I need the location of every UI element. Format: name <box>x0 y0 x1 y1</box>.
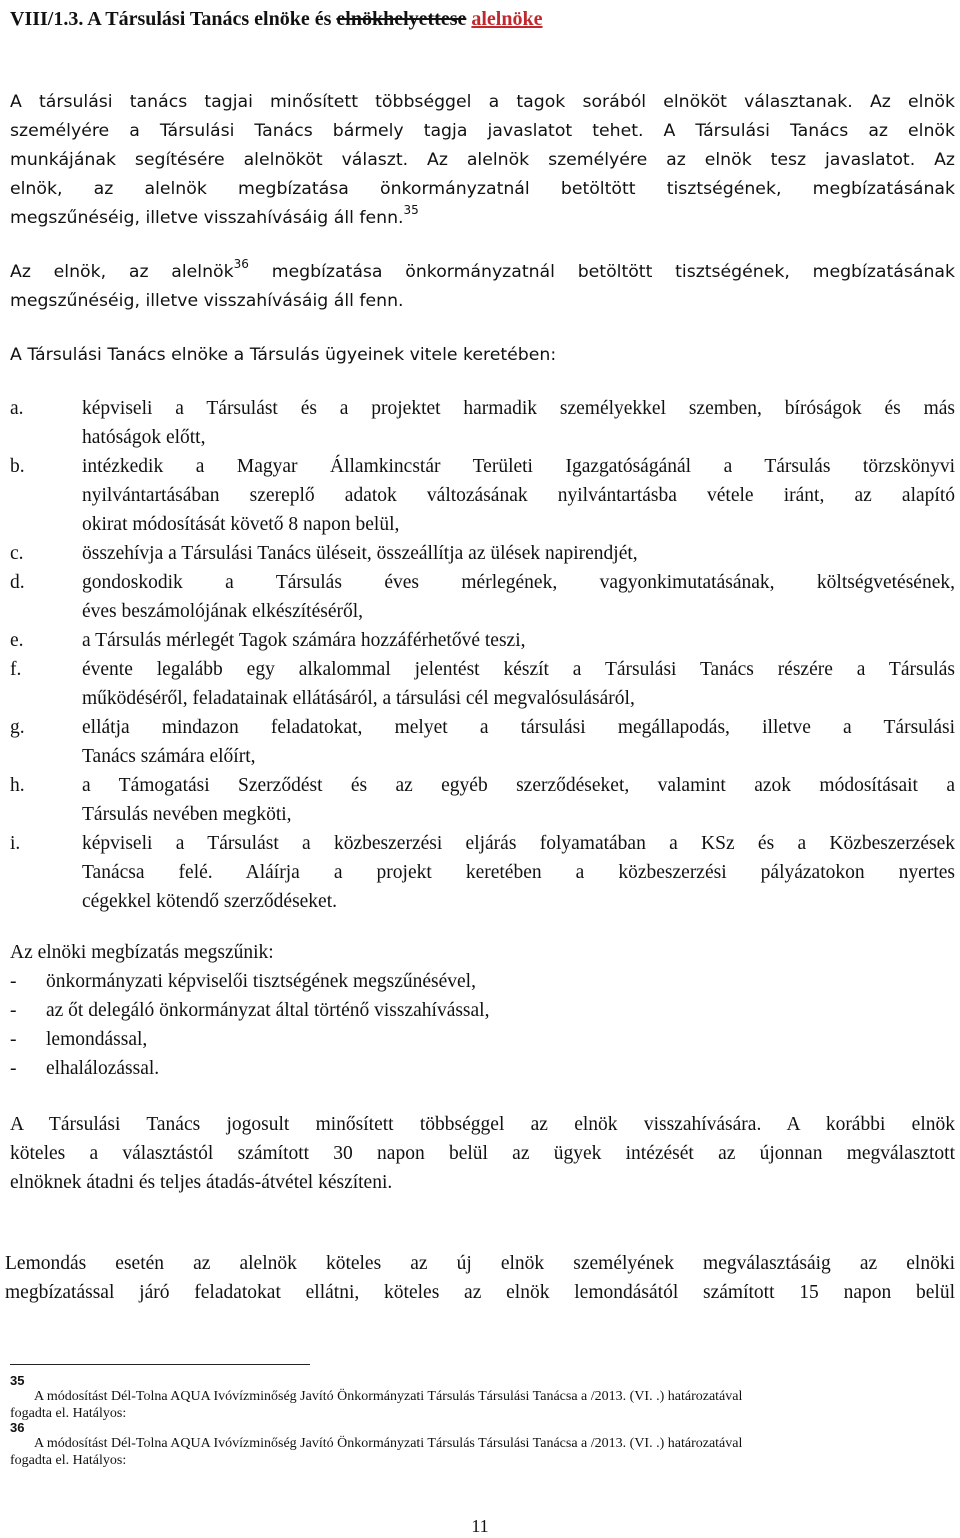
heading-struck-text: elnökhelyettese <box>336 8 467 30</box>
footnote-text: A módosítást Dél-Tolna AQUA Ivóvízminőség Javító Önkormányzati Társulás Társulási Tanácsa a /2013. (VI. .) határozatával <box>34 1436 743 1451</box>
duty-text: okirat módosítását követő 8 napon belül, <box>82 514 400 535</box>
resignation-line: Lemondás esetén az alelnök köteles az új elnök személyének megválasztásáig az elnöki <box>5 1253 955 1274</box>
duty-text: intézkedik a Magyar Államkincstár Területi Igazgatóságánál a Társulás törzskönyvi <box>82 456 955 477</box>
mandate-line-2: megszűnéséig, illetve visszahívásáig áll fenn. <box>10 291 404 311</box>
intro-last-line <box>10 204 955 233</box>
duty-text: működéséről, feladatainak ellátásáról, a társulási cél megvalósulásáról, <box>82 688 635 709</box>
duty-marker: c. <box>10 543 24 564</box>
resignation-paragraph <box>5 1249 955 1307</box>
duty-text: cégekkel kötendő szerződéseket. <box>82 891 338 912</box>
duty-text: gondoskodik a Társulás éves mérlegének, vagyonkimutatásának, költségvetésének, <box>82 572 955 593</box>
footnote-text: fogadta el. Hatályos: <box>10 1406 127 1421</box>
duty-text: a Társulás mérlegét Tagok számára hozzáférhetővé teszi, <box>82 630 526 651</box>
footnote-35 <box>10 1374 956 1422</box>
termination-item <box>10 1054 955 1083</box>
paragraph-mandate <box>10 258 955 316</box>
duty-marker: e. <box>10 630 24 651</box>
section-heading <box>10 6 543 32</box>
duty-text: képviseli a Társulást a közbeszerzési eljárás folyamatában a KSz és a Közbeszerzések <box>82 833 955 854</box>
termination-item <box>10 996 955 1025</box>
duty-text: nyilvántartásában szereplő adatok változásának nyilvántartásba vétele iránt, az alapító <box>82 485 955 506</box>
termination-item <box>10 967 955 996</box>
resignation-line: megbízatással járó feladatokat ellátni, köteles az elnök lemondásától számított 15 napon belül <box>5 1282 955 1303</box>
duty-text: Társulás nevében megköti, <box>82 804 292 825</box>
footnote-ref-36[interactable]: 36 <box>233 258 249 271</box>
duty-marker: f. <box>10 659 22 680</box>
intro-line: elnök, az alelnök megbízatása önkormányzatnál betöltött tisztségének, megbízatásának <box>10 179 955 199</box>
intro-line: megszűnéséig, illetve visszahívásáig áll fenn. <box>10 208 404 228</box>
duty-item <box>10 829 955 916</box>
duty-text: képviseli a Társulást és a projektet harmadik személyekkel szemben, bíróságok és más <box>82 398 955 419</box>
duty-item <box>10 452 955 539</box>
duty-item <box>10 771 955 829</box>
footnote-36 <box>10 1421 956 1469</box>
duty-item <box>10 655 955 713</box>
duty-text: a Támogatási Szerződést és az egyéb szerződéseket, valamint azok módosításait a <box>82 775 955 796</box>
footnote-number: 36 <box>10 1420 25 1435</box>
recall-paragraph <box>10 1110 955 1197</box>
duty-marker: d. <box>10 572 25 593</box>
termination-list <box>10 967 955 1083</box>
termination-text: lemondással, <box>46 1029 148 1050</box>
footnote-number: 35 <box>10 1373 25 1388</box>
duty-marker: i. <box>10 833 21 854</box>
duty-item <box>10 713 955 771</box>
page-number: 11 <box>471 1516 489 1536</box>
termination-text: önkormányzati képviselői tisztségének megszűnésével, <box>46 971 476 992</box>
footnote-divider <box>10 1364 310 1365</box>
termination-text: az őt delegáló önkormányzat által történő visszahívással, <box>46 1000 490 1021</box>
duty-text: éves beszámolójának elkészítéséről, <box>82 601 364 622</box>
duty-item <box>10 539 955 568</box>
dash-marker: - <box>10 971 17 992</box>
duty-marker: g. <box>10 717 25 738</box>
duty-marker: a. <box>10 398 24 419</box>
intro-line: A társulási tanács tagjai minősített többséggel a tagok sorából elnököt választanak. Az elnök <box>10 92 955 112</box>
duty-text: évente legalább egy alkalommal jelentést készít a Társulási Tanács részére a Társulás <box>82 659 955 680</box>
duties-intro: A Társulási Tanács elnöke a Társulás ügyeinek vitele keretében: <box>10 345 557 365</box>
footnote-text: fogadta el. Hatályos: <box>10 1453 127 1468</box>
intro-paragraph <box>10 88 955 233</box>
mandate-line-1: Az elnök, az alelnök$^{36}$ megbízatása önkormányzatnál betöltött tisztségének, megbízatásának <box>10 258 955 282</box>
footnote-text: A módosítást Dél-Tolna AQUA Ivóvízminőség Javító Önkormányzati Társulás Társulási Tanácsa a /2013. (VI. .) határozatával <box>34 1389 743 1404</box>
duty-marker: h. <box>10 775 25 796</box>
dash-marker: - <box>10 1000 17 1021</box>
recall-line: elnöknek átadni és teljes átadás-átvétel készíteni. <box>10 1172 393 1193</box>
intro-line: munkájának segítésére alelnököt választ. Az alelnök személyére az elnök tesz javaslatot. Az <box>10 150 955 170</box>
dash-marker: - <box>10 1058 17 1079</box>
duty-text: hatóságok előtt, <box>82 427 206 448</box>
termination-item <box>10 1025 955 1054</box>
heading-prefix: VIII/1.3. A Társulási Tanács elnöke és <box>10 8 337 30</box>
duty-text: összehívja a Társulási Tanács üléseit, összeállítja az ülések napirendjét, <box>82 543 638 564</box>
termination-text: elhalálozással. <box>46 1058 160 1079</box>
recall-line: A Társulási Tanács jogosult minősített többséggel az elnök visszahívására. A korábbi elnök <box>10 1114 955 1135</box>
duty-text: Tanács számára előírt, <box>82 746 256 767</box>
recall-line: köteles a választástól számított 30 napon belül az ügyek intézését az újonnan megválasztott <box>10 1143 955 1164</box>
duty-text: Tanácsa felé. Aláírja a projekt keretében a közbeszerzési pályázatokon nyertes <box>82 862 955 883</box>
heading-inserted-text: alelnöke <box>471 8 543 30</box>
duty-item <box>10 394 955 452</box>
duty-item <box>10 626 955 655</box>
dash-marker: - <box>10 1029 17 1050</box>
duty-text: ellátja mindazon feladatokat, melyet a társulási megállapodás, illetve a Társulási <box>82 717 955 738</box>
footnote-ref-35[interactable]: 35 <box>403 204 419 217</box>
duties-list <box>10 394 955 916</box>
intro-line: személyére a Társulási Tanács bármely tagja javaslatot tehet. A Társulási Tanács az elnök <box>10 121 955 141</box>
termination-intro: Az elnöki megbízatás megszűnik: <box>10 942 274 963</box>
duty-marker: b. <box>10 456 25 477</box>
duty-item <box>10 568 955 626</box>
